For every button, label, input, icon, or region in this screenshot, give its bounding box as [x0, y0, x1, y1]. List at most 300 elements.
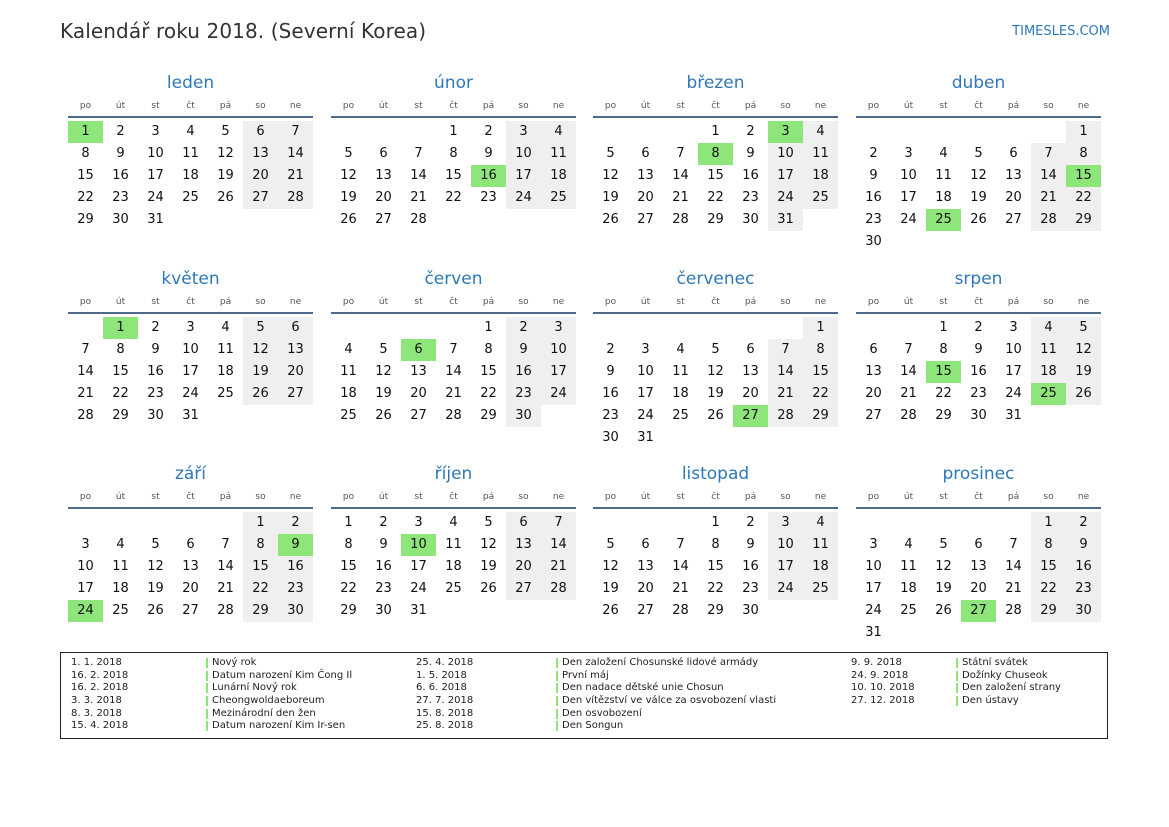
day-cell: 27 — [243, 187, 278, 209]
day-cell: 9 — [1066, 534, 1101, 556]
day-cell: 13 — [742, 364, 759, 379]
day-cell: 10 — [77, 559, 94, 574]
day-cell: 20 — [243, 165, 278, 187]
day-cell: 1 — [1031, 512, 1066, 534]
day-cell: 16 — [278, 556, 313, 578]
month-červen — [331, 271, 576, 451]
day-cell: 24 — [768, 187, 803, 209]
day-cell: 12 — [602, 168, 619, 183]
holiday-day-cell: 25 — [1031, 383, 1066, 405]
day-cell: 10 — [768, 534, 803, 556]
weekday-header: út — [115, 492, 126, 502]
day-cell: 31 — [865, 625, 882, 640]
day-cell: 24 — [768, 578, 803, 600]
day-cell: 27 — [637, 603, 654, 618]
day-cell: 14 — [768, 361, 803, 383]
day-cell: 11 — [1031, 339, 1066, 361]
day-cell: 26 — [970, 212, 987, 227]
day-cell: 24 — [182, 386, 199, 401]
weekday-header: ne — [1077, 297, 1090, 307]
legend-holiday-name: Den Songun — [556, 721, 623, 731]
day-cell: 7 — [221, 537, 230, 552]
legend-holiday-name: Den osvobození — [556, 709, 642, 719]
day-cell: 12 — [970, 168, 987, 183]
weekday-header: po — [79, 492, 92, 502]
day-cell: 2 — [1066, 512, 1101, 534]
day-cell: 20 — [410, 386, 427, 401]
weekday-header: čt — [974, 297, 983, 307]
day-cell: 27 — [506, 578, 541, 600]
day-cell: 6 — [243, 121, 278, 143]
day-cell: 25 — [900, 603, 917, 618]
month-divider — [331, 116, 576, 118]
day-cell: 23 — [147, 386, 164, 401]
weekday-header: pá — [482, 492, 495, 502]
day-cell: 28 — [278, 187, 313, 209]
day-cell: 18 — [541, 165, 576, 187]
day-cell: 3 — [768, 512, 803, 534]
day-cell: 5 — [606, 537, 615, 552]
month-divider — [68, 312, 313, 314]
weekday-header: ne — [814, 101, 827, 111]
weekday-header: ne — [814, 492, 827, 502]
day-cell: 4 — [116, 537, 125, 552]
day-cell: 27 — [375, 212, 392, 227]
legend-date: 27. 7. 2018 — [416, 695, 474, 707]
day-cell: 26 — [243, 383, 278, 405]
day-cell: 9 — [484, 146, 493, 161]
day-cell: 16 — [506, 361, 541, 383]
legend-date: 15. 4. 2018 — [71, 720, 129, 732]
day-cell: 15 — [1031, 556, 1066, 578]
day-cell: 3 — [151, 124, 160, 139]
day-cell: 28 — [1031, 209, 1066, 231]
holiday-day-cell: 27 — [733, 405, 768, 427]
weekday-header: st — [939, 492, 948, 502]
day-cell: 26 — [340, 212, 357, 227]
day-cell: 18 — [935, 190, 952, 205]
day-cell: 18 — [803, 556, 838, 578]
day-cell: 6 — [379, 146, 388, 161]
day-cell: 26 — [480, 581, 497, 596]
day-cell: 29 — [480, 408, 497, 423]
day-cell: 14 — [900, 364, 917, 379]
month-divider — [856, 312, 1101, 314]
day-cell: 3 — [186, 320, 195, 335]
month-listopad — [593, 466, 838, 646]
month-title: leden — [166, 73, 215, 93]
day-cell: 29 — [112, 408, 129, 423]
month-title: březen — [686, 73, 745, 93]
weekday-header: st — [414, 297, 423, 307]
day-cell: 19 — [602, 581, 619, 596]
day-cell: 21 — [410, 190, 427, 205]
day-cell: 23 — [602, 408, 619, 423]
holiday-day-cell: 27 — [961, 600, 996, 622]
legend-holiday-name: Datum narození Kim Čong Il — [206, 671, 352, 681]
day-cell: 31 — [768, 209, 803, 231]
month-květen — [68, 271, 313, 451]
weekday-header: po — [79, 297, 92, 307]
day-cell: 5 — [379, 342, 388, 357]
day-cell: 12 — [243, 339, 278, 361]
day-cell: 6 — [1009, 146, 1018, 161]
day-cell: 8 — [711, 537, 720, 552]
day-cell: 15 — [445, 168, 462, 183]
weekday-header: so — [780, 101, 791, 111]
day-cell: 28 — [1005, 603, 1022, 618]
day-cell: 8 — [449, 146, 458, 161]
day-cell: 29 — [707, 603, 724, 618]
month-divider — [593, 312, 838, 314]
day-cell: 25 — [112, 603, 129, 618]
day-cell: 15 — [340, 559, 357, 574]
weekday-header: ne — [552, 297, 565, 307]
day-cell: 23 — [742, 190, 759, 205]
day-cell: 3 — [904, 146, 913, 161]
day-cell: 29 — [1066, 209, 1101, 231]
day-cell: 8 — [116, 342, 125, 357]
day-cell: 25 — [340, 408, 357, 423]
weekday-header: po — [79, 101, 92, 111]
day-cell: 9 — [379, 537, 388, 552]
legend-date: 10. 10. 2018 — [851, 682, 915, 694]
day-cell: 28 — [768, 405, 803, 427]
day-cell: 30 — [375, 603, 392, 618]
day-cell: 2 — [974, 320, 983, 335]
legend-holiday-name: První máj — [556, 671, 609, 681]
day-cell: 18 — [112, 581, 129, 596]
weekday-header: ne — [814, 297, 827, 307]
legend-date: 27. 12. 2018 — [851, 695, 915, 707]
day-cell: 11 — [182, 146, 199, 161]
day-cell: 2 — [606, 342, 615, 357]
day-cell: 19 — [243, 361, 278, 383]
day-cell: 31 — [637, 430, 654, 445]
weekday-header: st — [939, 297, 948, 307]
day-cell: 3 — [81, 537, 90, 552]
day-cell: 21 — [672, 581, 689, 596]
day-cell: 4 — [803, 512, 838, 534]
day-cell: 29 — [243, 600, 278, 622]
holiday-day-cell: 6 — [401, 339, 436, 361]
day-cell: 22 — [803, 383, 838, 405]
day-cell: 22 — [480, 386, 497, 401]
holiday-day-cell: 15 — [926, 361, 961, 383]
legend-holiday-name: Den nadace dětské unie Chosun — [556, 683, 724, 693]
day-cell: 18 — [340, 386, 357, 401]
day-cell: 3 — [506, 121, 541, 143]
day-cell: 22 — [112, 386, 129, 401]
month-title: červen — [424, 269, 483, 289]
day-cell: 13 — [182, 559, 199, 574]
day-cell: 29 — [77, 212, 94, 227]
legend-holiday-name: Den vítězství ve válce za osvobození vlasti — [556, 696, 776, 706]
day-cell: 17 — [541, 361, 576, 383]
day-cell: 3 — [641, 342, 650, 357]
day-cell: 10 — [182, 342, 199, 357]
weekday-header: st — [151, 297, 160, 307]
day-cell: 23 — [506, 383, 541, 405]
day-cell: 14 — [217, 559, 234, 574]
day-cell: 13 — [375, 168, 392, 183]
weekday-header: po — [867, 297, 880, 307]
weekday-header: so — [518, 297, 529, 307]
day-cell: 3 — [414, 515, 423, 530]
day-cell: 30 — [1066, 600, 1101, 622]
weekday-header: út — [378, 492, 389, 502]
day-cell: 8 — [939, 342, 948, 357]
month-leden — [68, 75, 313, 255]
day-cell: 9 — [151, 342, 160, 357]
day-cell: 31 — [1005, 408, 1022, 423]
weekday-header: čt — [186, 297, 195, 307]
day-cell: 9 — [746, 146, 755, 161]
day-cell: 13 — [243, 143, 278, 165]
day-cell: 11 — [112, 559, 129, 574]
day-cell: 4 — [221, 320, 230, 335]
day-cell: 16 — [1066, 556, 1101, 578]
day-cell: 1 — [449, 124, 458, 139]
month-únor — [331, 75, 576, 255]
weekday-header: pá — [1007, 101, 1020, 111]
day-cell: 7 — [541, 512, 576, 534]
day-cell: 22 — [707, 581, 724, 596]
holiday-day-cell: 3 — [768, 121, 803, 143]
day-cell: 20 — [637, 581, 654, 596]
weekday-header: ne — [289, 101, 302, 111]
day-cell: 10 — [637, 364, 654, 379]
weekday-header: po — [604, 492, 617, 502]
day-cell: 15 — [77, 168, 94, 183]
day-cell: 23 — [970, 386, 987, 401]
month-říjen — [331, 466, 576, 646]
day-cell: 18 — [672, 386, 689, 401]
day-cell: 1 — [484, 320, 493, 335]
holiday-day-cell: 9 — [278, 534, 313, 556]
weekday-header: pá — [219, 492, 232, 502]
day-cell: 7 — [278, 121, 313, 143]
day-cell: 30 — [506, 405, 541, 427]
day-cell: 23 — [480, 190, 497, 205]
day-cell: 10 — [865, 559, 882, 574]
day-cell: 15 — [707, 168, 724, 183]
weekday-header: so — [780, 492, 791, 502]
day-cell: 8 — [1066, 143, 1101, 165]
day-cell: 23 — [112, 190, 129, 205]
day-cell: 29 — [707, 212, 724, 227]
month-srpen — [856, 271, 1101, 451]
legend-holiday-name: Den založení strany — [956, 683, 1061, 693]
day-cell: 30 — [742, 603, 759, 618]
brand-link[interactable]: TIMESLES.COM — [1012, 24, 1110, 39]
day-cell: 5 — [606, 146, 615, 161]
weekday-header: so — [518, 101, 529, 111]
month-divider — [331, 312, 576, 314]
day-cell: 30 — [147, 408, 164, 423]
legend-holiday-name: Státní svátek — [956, 658, 1028, 668]
month-divider — [593, 507, 838, 509]
weekday-header: so — [1043, 297, 1054, 307]
day-cell: 10 — [768, 143, 803, 165]
day-cell: 14 — [445, 364, 462, 379]
day-cell: 9 — [116, 146, 125, 161]
month-divider — [331, 507, 576, 509]
day-cell: 19 — [602, 190, 619, 205]
legend-holiday-name: Mezinárodní den žen — [206, 709, 316, 719]
day-cell: 18 — [803, 165, 838, 187]
weekday-header: út — [640, 297, 651, 307]
day-cell: 17 — [506, 165, 541, 187]
day-cell: 14 — [672, 559, 689, 574]
month-divider — [856, 507, 1101, 509]
day-cell: 12 — [707, 364, 724, 379]
day-cell: 17 — [147, 168, 164, 183]
weekday-header: pá — [219, 101, 232, 111]
day-cell: 17 — [900, 190, 917, 205]
weekday-header: pá — [219, 297, 232, 307]
day-cell: 9 — [746, 537, 755, 552]
legend-holiday-name: Nový rok — [206, 658, 256, 668]
weekday-header: út — [115, 297, 126, 307]
weekday-header: so — [780, 297, 791, 307]
day-cell: 6 — [506, 512, 541, 534]
day-cell: 17 — [182, 364, 199, 379]
weekday-header: st — [414, 492, 423, 502]
holiday-day-cell: 24 — [68, 600, 103, 622]
day-cell: 1 — [711, 515, 720, 530]
day-cell: 2 — [746, 515, 755, 530]
day-cell: 5 — [344, 146, 353, 161]
holiday-legend — [60, 652, 1108, 739]
day-cell: 18 — [900, 581, 917, 596]
day-cell: 4 — [803, 121, 838, 143]
day-cell: 21 — [900, 386, 917, 401]
day-cell: 30 — [602, 430, 619, 445]
weekday-header: čt — [711, 101, 720, 111]
day-cell: 28 — [77, 408, 94, 423]
day-cell: 22 — [1031, 578, 1066, 600]
day-cell: 12 — [480, 537, 497, 552]
day-cell: 5 — [711, 342, 720, 357]
weekday-header: ne — [1077, 101, 1090, 111]
month-divider — [68, 507, 313, 509]
day-cell: 11 — [672, 364, 689, 379]
day-cell: 4 — [904, 537, 913, 552]
day-cell: 27 — [182, 603, 199, 618]
month-prosinec — [856, 466, 1101, 646]
month-title: duben — [951, 73, 1006, 93]
day-cell: 21 — [768, 383, 803, 405]
day-cell: 19 — [707, 386, 724, 401]
month-title: červenec — [676, 269, 755, 289]
day-cell: 20 — [182, 581, 199, 596]
weekday-header: so — [255, 297, 266, 307]
weekday-header: pá — [482, 297, 495, 307]
day-cell: 13 — [410, 364, 427, 379]
day-cell: 20 — [742, 386, 759, 401]
day-cell: 7 — [904, 342, 913, 357]
day-cell: 11 — [935, 168, 952, 183]
day-cell: 23 — [742, 581, 759, 596]
day-cell: 30 — [742, 212, 759, 227]
month-červenec — [593, 271, 838, 451]
day-cell: 14 — [1005, 559, 1022, 574]
day-cell: 1 — [1066, 121, 1101, 143]
day-cell: 21 — [278, 165, 313, 187]
day-cell: 27 — [278, 383, 313, 405]
day-cell: 24 — [900, 212, 917, 227]
day-cell: 30 — [112, 212, 129, 227]
day-cell: 12 — [147, 559, 164, 574]
weekday-header: po — [604, 101, 617, 111]
day-cell: 4 — [676, 342, 685, 357]
day-cell: 17 — [1005, 364, 1022, 379]
day-cell: 8 — [484, 342, 493, 357]
day-cell: 7 — [768, 339, 803, 361]
day-cell: 8 — [243, 534, 278, 556]
weekday-header: pá — [1007, 297, 1020, 307]
day-cell: 19 — [1066, 361, 1101, 383]
day-cell: 12 — [602, 559, 619, 574]
month-title: říjen — [434, 464, 473, 484]
holiday-day-cell: 1 — [68, 121, 103, 143]
weekday-header: so — [255, 492, 266, 502]
day-cell: 9 — [606, 364, 615, 379]
day-cell: 26 — [375, 408, 392, 423]
day-cell: 4 — [541, 121, 576, 143]
day-cell: 20 — [970, 581, 987, 596]
day-cell: 21 — [1031, 187, 1066, 209]
legend-holiday-name: Cheongwoldaeboreum — [206, 696, 325, 706]
weekday-header: st — [676, 297, 685, 307]
weekday-header: so — [1043, 101, 1054, 111]
weekday-header: ne — [552, 101, 565, 111]
day-cell: 6 — [869, 342, 878, 357]
day-cell: 19 — [935, 581, 952, 596]
day-cell: 24 — [410, 581, 427, 596]
day-cell: 28 — [672, 212, 689, 227]
day-cell: 8 — [803, 339, 838, 361]
day-cell: 27 — [410, 408, 427, 423]
day-cell: 17 — [768, 165, 803, 187]
day-cell: 10 — [1005, 342, 1022, 357]
weekday-header: ne — [552, 492, 565, 502]
day-cell: 15 — [243, 556, 278, 578]
day-cell: 20 — [278, 361, 313, 383]
day-cell: 26 — [935, 603, 952, 618]
day-cell: 20 — [506, 556, 541, 578]
holiday-day-cell: 15 — [1066, 165, 1101, 187]
day-cell: 4 — [186, 124, 195, 139]
legend-date: 3. 3. 2018 — [71, 695, 122, 707]
day-cell: 7 — [414, 146, 423, 161]
day-cell: 6 — [641, 537, 650, 552]
day-cell: 24 — [1005, 386, 1022, 401]
day-cell: 6 — [746, 342, 755, 357]
day-cell: 26 — [602, 212, 619, 227]
weekday-header: čt — [449, 492, 458, 502]
day-cell: 28 — [541, 578, 576, 600]
day-cell: 21 — [672, 190, 689, 205]
day-cell: 25 — [445, 581, 462, 596]
day-cell: 14 — [541, 534, 576, 556]
day-cell: 19 — [480, 559, 497, 574]
day-cell: 12 — [1066, 339, 1101, 361]
holiday-day-cell: 1 — [103, 317, 138, 339]
day-cell: 27 — [1005, 212, 1022, 227]
weekday-header: čt — [449, 101, 458, 111]
